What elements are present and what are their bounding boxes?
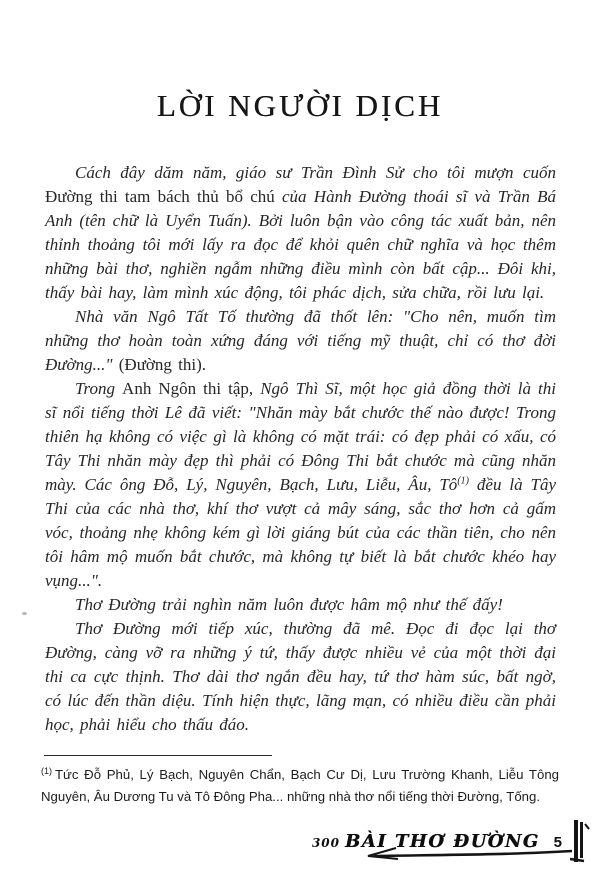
page-title: LỜI NGƯỜI DỊCH [156,88,444,123]
text-segment: Thơ Đường trải nghìn năm luôn được hâm mộ như thế đấy! [75,595,503,614]
footer-series-number: 300 [311,836,340,850]
text-segment: của Hành Đường thoái sĩ và Trần Bá Anh (tên chữ là Uyển Tuấn). Bởi luôn bận vào công tác xuất bản, nên thỉnh thoảng tôi mới lấy ra đọc để khỏi quên chữ nghĩa và học thêm những bài thơ, nghiền ngẫm những điều mình còn bất cập... Đôi khi, thấy bài hay, làm mình xúc động, tôi phác dịch, sửa chữa, rồi lưu lại. [45,187,557,302]
footer-text [312,831,562,852]
text-segment: Trong [75,379,123,398]
paragraph [45,377,556,593]
text-segment: Thơ Đường mới tiếp xúc, thường đã mê. Đọc đi đọc lại thơ Đường, càng vỡ ra những ý tứ, thấy được nhiều vẻ của một thời đại thi ca cực thịnh. Thơ dài thơ ngắn đều hay, tứ thơ hàm súc, bất ngờ, có lúc đến thần diệu. Tính hiện thực, lãng mạn, có nhiều điều cần phải học, phải hiểu cho thấu đáo. [45,619,556,734]
text-segment: Cách đây dăm năm, giáo sư Trần Đình Sử cho tôi mượn cuốn [75,163,556,182]
footnote-divider [44,755,272,756]
scan-speck [22,612,27,615]
text-segment: Ngô Thì Sĩ, một học giả đồng thời là thi sĩ nổi tiếng thời Lê đã viết: "Nhăn mày bắt chước thế nào được! Trong thiên hạ không có việc gì là không có mặt trái: có đẹp phải có xấu, có Tây Thi nhăn mày đẹp thì phải có Đông Thi bắt chước mà cũng nhăn mày. Các ông Đỗ, Lý, Nguyên, Bạch, Lưu, Liễu, Âu, Tô [45,379,556,494]
text-segment: đều là Tây Thi của các nhà thơ, khí thơ vượt cả mây sáng, sắc thơ hơn cả gấm vóc, thoảng nhẹ không kém gì lời giáng bút của các thần tiên, cho nên tôi hâm mộ muốn bắt chước, mà không tự biết là bắt chước khéo hay vụng...". [45,475,556,590]
body-text [45,161,556,737]
footnote-text: Tức Đỗ Phủ, Lý Bạch, Nguyên Chẩn, Bạch Cư Dị, Lưu Trường Khanh, Liễu Tông Nguyên, Âu Dương Tu và Tô Đông Pha... những nhà thơ nổi tiếng thời Đường, Tống. [41,767,559,804]
footnote-marker: (1) [41,765,52,776]
footer-page-number: 5 [553,834,562,851]
paragraph [45,305,556,377]
page-footer [311,818,592,866]
text-segment: Đường thi tam bách thủ bổ chú [45,187,282,206]
paragraph [45,161,556,305]
page-edge-mark-icon [570,818,590,864]
text-segment: Anh Ngôn thi tập, [122,379,261,398]
footer-book-title: BÀI THƠ ĐƯỜNG [345,831,540,852]
paragraph [45,617,556,737]
footnote [41,764,559,808]
text-segment: Nhà văn Ngô Tất Tố thường đã thốt lên: "Cho nên, muốn tìm những thơ hoàn toàn xứng đáng với tiếng mỹ thuật, chỉ có thơ đời Đường..." [45,307,556,374]
text-segment: (Đường thi). [118,355,207,374]
footnote-ref: (1) [457,475,469,487]
paragraph [45,593,556,617]
